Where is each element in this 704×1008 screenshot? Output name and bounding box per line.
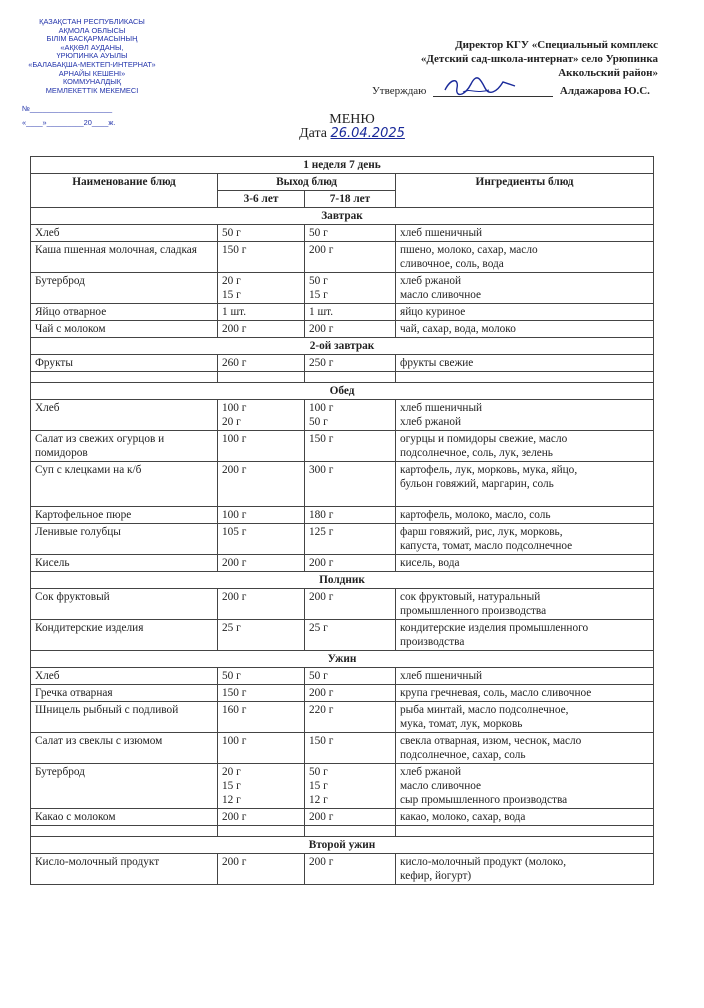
ingredients-line: кондитерские изделия промышленного	[400, 622, 589, 634]
ingredients-line	[400, 491, 649, 505]
portion-7-18	[305, 685, 396, 702]
ingredients-line: какао, молоко, сахар, вода	[400, 811, 526, 823]
section-title: Второй ужин	[31, 837, 654, 854]
dish-name: Кондитерские изделия	[31, 620, 218, 651]
ingredients	[396, 854, 654, 885]
portion-3-6	[218, 355, 305, 372]
portion-7-18	[305, 733, 396, 764]
menu-title: МЕНЮ	[329, 112, 375, 127]
portion-7-18-line: 200 г	[309, 557, 334, 569]
portion-7-18	[305, 507, 396, 524]
table-row	[31, 321, 654, 338]
table-row	[31, 854, 654, 885]
table-row	[31, 304, 654, 321]
portion-3-6	[218, 589, 305, 620]
dish-name: Хлеб	[31, 668, 218, 685]
table-row	[31, 809, 654, 826]
table-row	[31, 273, 654, 304]
ingredients-line: фрукты свежие	[400, 357, 474, 369]
portion-3-6-line: 260 г	[222, 357, 247, 369]
ingredients-line: огурцы и помидоры свежие, масло	[400, 433, 568, 445]
dish-name: Ленивые голубцы	[31, 524, 218, 555]
portion-3-6-line: 20 г	[222, 275, 241, 287]
portion-3-6	[218, 462, 305, 507]
portion-3-6	[218, 685, 305, 702]
header-line-3: Аккольский район»	[558, 67, 658, 79]
ingredients-line: капуста, томат, масло подсолнечное	[400, 540, 573, 552]
dish-name: Яйцо отварное	[31, 304, 218, 321]
portion-3-6-line: 100 г	[222, 509, 247, 521]
ingredients	[396, 507, 654, 524]
menu-date	[0, 126, 704, 142]
section-title: Ужин	[31, 651, 654, 668]
dish-name: Кисель	[31, 555, 218, 572]
ingredients	[396, 524, 654, 555]
portion-3-6	[218, 555, 305, 572]
portion-7-18-line: 200 г	[309, 591, 334, 603]
portion-7-18-line: 50 г	[309, 766, 328, 778]
stamp-line: «БАЛАБАҚША-МЕКТЕП-ИНТЕРНАТ»	[28, 59, 156, 69]
section-title: Полдник	[31, 572, 654, 589]
col-age1-header: 3-6 лет	[218, 191, 305, 208]
portion-3-6	[218, 620, 305, 651]
ingredients	[396, 273, 654, 304]
stamp-line: АҚМОЛА ОБЛЫСЫ	[58, 25, 126, 35]
ingredients	[396, 733, 654, 764]
portion-3-6-line: 105 г	[222, 526, 247, 538]
portion-7-18-line: 150 г	[309, 433, 334, 445]
ingredients	[396, 809, 654, 826]
dish-name: Суп с клецками на к/б	[31, 462, 218, 507]
portion-7-18-line: 1 шт.	[309, 306, 334, 318]
ingredients-line: бульон говяжий, маргарин, соль	[400, 478, 554, 490]
dish-name: Бутерброд	[31, 764, 218, 809]
portion-7-18-line: 50 г	[309, 670, 328, 682]
table-row	[31, 355, 654, 372]
ingredients-line: пшено, молоко, сахар, масло	[400, 244, 538, 256]
section-title: 2-ой завтрак	[31, 338, 654, 355]
dish-name: Картофельное пюре	[31, 507, 218, 524]
ingredients	[396, 685, 654, 702]
ingredients-line: сливочное, соль, вода	[400, 258, 504, 270]
section-row	[31, 837, 654, 854]
ingredients-line: крупа гречневая, соль, масло сливочное	[400, 687, 592, 699]
portion-3-6	[218, 702, 305, 733]
portion-7-18-line: 300 г	[309, 464, 334, 476]
empty-cell	[396, 372, 654, 383]
portion-7-18	[305, 702, 396, 733]
portion-3-6	[218, 321, 305, 338]
ingredients-line: подсолнечное, соль, лук, зелень	[400, 447, 553, 459]
ingredients-line: хлеб ржаной	[400, 766, 462, 778]
portion-7-18-line: 12 г	[309, 794, 328, 806]
empty-cell	[31, 826, 218, 837]
portion-3-6	[218, 668, 305, 685]
portion-3-6-line: 200 г	[222, 464, 247, 476]
ingredients-line: хлеб ржаной	[400, 275, 462, 287]
dish-name: Гречка отварная	[31, 685, 218, 702]
portion-3-6-line: 150 г	[222, 687, 247, 699]
stamp-line: КОММУНАЛДЫҚ	[62, 77, 122, 87]
dish-name: Каша пшенная молочная, сладкая	[31, 242, 218, 273]
ingredients-line: сыр промышленного производства	[400, 794, 568, 806]
portion-7-18-line: 200 г	[309, 856, 334, 868]
ingredients	[396, 355, 654, 372]
portion-3-6-line: 15 г	[222, 780, 241, 792]
portion-3-6-line: 200 г	[222, 856, 247, 868]
ingredients	[396, 702, 654, 733]
portion-3-6	[218, 733, 305, 764]
table-row	[31, 733, 654, 764]
ingredients	[396, 764, 654, 809]
table-row	[31, 225, 654, 242]
portion-3-6-line: 160 г	[222, 704, 247, 716]
ingredients-line: свекла отварная, изюм, чеснок, масло	[400, 735, 582, 747]
dish-name: Салат из свежих огурцов и помидоров	[31, 431, 218, 462]
dish-name: Бутерброд	[31, 273, 218, 304]
portion-7-18-line: 200 г	[309, 244, 334, 256]
portion-3-6	[218, 524, 305, 555]
ingredients	[396, 400, 654, 431]
table-row	[31, 702, 654, 733]
director-name: Алдажарова Ю.С.	[559, 85, 650, 97]
approval-line	[372, 84, 672, 97]
portion-3-6	[218, 507, 305, 524]
ingredients	[396, 304, 654, 321]
ingredients	[396, 462, 654, 507]
section-row	[31, 651, 654, 668]
empty-cell	[305, 826, 396, 837]
portion-7-18	[305, 355, 396, 372]
ingredients	[396, 225, 654, 242]
portion-3-6-line: 100 г	[222, 735, 247, 747]
week-day-header: 1 неделя 7 день	[31, 157, 654, 174]
portion-3-6-line: 15 г	[222, 289, 241, 301]
ingredients	[396, 242, 654, 273]
ingredients-line: чай, сахар, вода, молоко	[400, 323, 516, 335]
table-row	[31, 620, 654, 651]
portion-7-18-line: 200 г	[309, 323, 334, 335]
approval-header	[358, 38, 658, 80]
ingredients	[396, 321, 654, 338]
table-row	[31, 507, 654, 524]
portion-3-6-line: 200 г	[222, 811, 247, 823]
table-row	[31, 400, 654, 431]
empty-cell	[218, 826, 305, 837]
portion-7-18	[305, 225, 396, 242]
ingredients-line: картофель, молоко, масло, соль	[400, 509, 551, 521]
stamp-line: «АҚКӨЛ АУДАНЫ,	[60, 42, 124, 52]
portion-7-18-line: 50 г	[309, 227, 328, 239]
portion-7-18-line: 150 г	[309, 735, 334, 747]
menu-body	[31, 208, 654, 885]
empty-cell	[218, 372, 305, 383]
portion-7-18-line: 220 г	[309, 704, 334, 716]
dish-name: Какао с молоком	[31, 809, 218, 826]
portion-3-6	[218, 242, 305, 273]
portion-7-18	[305, 242, 396, 273]
portion-7-18-line: 50 г	[309, 275, 328, 287]
ingredients	[396, 668, 654, 685]
empty-row	[31, 372, 654, 383]
stamp-line: ҚАЗАҚСТАН РЕСПУБЛИКАСЫ	[39, 17, 145, 26]
stamp-line: ҮРЮПИНКА АУЫЛЫ	[56, 51, 128, 61]
menu-table	[30, 156, 654, 885]
table-row	[31, 462, 654, 507]
portion-3-6	[218, 764, 305, 809]
table-row	[31, 668, 654, 685]
empty-cell	[396, 826, 654, 837]
ingredients	[396, 589, 654, 620]
portion-7-18-line: 100 г	[309, 402, 334, 414]
portion-7-18-line: 50 г	[309, 416, 328, 428]
ingredients	[396, 431, 654, 462]
portion-3-6-line: 150 г	[222, 244, 247, 256]
ingredients-line: хлеб пшеничный	[400, 227, 483, 239]
portion-7-18	[305, 304, 396, 321]
ingredients-line: масло сливочное	[400, 289, 482, 301]
portion-3-6-line: 100 г	[222, 402, 247, 414]
table-row	[31, 431, 654, 462]
section-row	[31, 572, 654, 589]
table-header-row	[31, 174, 654, 191]
section-row	[31, 208, 654, 225]
section-row	[31, 338, 654, 355]
col-output-header: Выход блюд	[218, 174, 396, 191]
empty-cell	[305, 372, 396, 383]
table-week-row	[31, 157, 654, 174]
ingredients-line: рыба минтай, масло подсолнечное,	[400, 704, 569, 716]
header-line-2: «Детский сад-школа-интернат» село Урюпинка	[420, 53, 658, 65]
portion-7-18	[305, 809, 396, 826]
portion-3-6	[218, 854, 305, 885]
empty-cell	[31, 372, 218, 383]
table-row	[31, 764, 654, 809]
ingredients-line: промышленного производства	[400, 605, 547, 617]
portion-7-18	[305, 400, 396, 431]
portion-7-18	[305, 273, 396, 304]
portion-3-6-line: 20 г	[222, 416, 241, 428]
table-row	[31, 242, 654, 273]
col-ingredients-header: Ингредиенты блюд	[396, 174, 654, 208]
dish-name: Хлеб	[31, 225, 218, 242]
portion-7-18-line: 200 г	[309, 811, 334, 823]
portion-3-6	[218, 809, 305, 826]
portion-7-18-line: 250 г	[309, 357, 334, 369]
ingredients-line: хлеб ржаной	[400, 416, 462, 428]
ingredients-line: подсолнечное, сахар, соль	[400, 749, 526, 761]
dish-name: Чай с молоком	[31, 321, 218, 338]
portion-3-6-line: 200 г	[222, 557, 247, 569]
portion-7-18-line: 125 г	[309, 526, 334, 538]
dish-name: Шницель рыбный с подливой	[31, 702, 218, 733]
ingredients-line: яйцо куриное	[400, 306, 466, 318]
col-name-header: Наименование блюд	[31, 174, 218, 208]
portion-7-18	[305, 764, 396, 809]
empty-row	[31, 826, 654, 837]
portion-7-18	[305, 555, 396, 572]
portion-7-18	[305, 854, 396, 885]
portion-3-6	[218, 304, 305, 321]
ingredients-line: мука, томат, лук, морковь	[400, 718, 523, 730]
table-row	[31, 685, 654, 702]
ingredients	[396, 555, 654, 572]
stamp-line: АРНАЙЫ КЕШЕНІ»	[58, 68, 126, 78]
portion-3-6-line: 12 г	[222, 794, 241, 806]
ingredients-line: сок фруктовый, натуральный	[400, 591, 541, 603]
stamp-line: МЕМЛЕКЕТТІК МЕКЕМЕСІ	[45, 85, 139, 95]
portion-7-18	[305, 620, 396, 651]
signature	[433, 84, 553, 97]
header-line-1: Директор КГУ «Специальный комплекс	[455, 39, 658, 51]
date-label: Дата	[299, 126, 327, 141]
portion-3-6	[218, 400, 305, 431]
dish-name: Хлеб	[31, 400, 218, 431]
ingredients-line: кисло-молочный продукт (молоко,	[400, 856, 567, 868]
portion-7-18	[305, 462, 396, 507]
dish-name: Кисло-молочный продукт	[31, 854, 218, 885]
portion-7-18	[305, 321, 396, 338]
portion-7-18-line: 15 г	[309, 289, 328, 301]
portion-3-6-line: 25 г	[222, 622, 241, 634]
portion-3-6-line: 200 г	[222, 323, 247, 335]
portion-3-6	[218, 431, 305, 462]
ingredients	[396, 620, 654, 651]
portion-3-6-line: 50 г	[222, 227, 241, 239]
ingredients-line: кефир, йогурт)	[400, 870, 472, 882]
ingredients-line: кисель, вода	[400, 557, 460, 569]
table-row	[31, 589, 654, 620]
portion-7-18	[305, 431, 396, 462]
ingredients-line: масло сливочное	[400, 780, 482, 792]
ingredients-line: хлеб пшеничный	[400, 402, 483, 414]
portion-3-6-line: 200 г	[222, 591, 247, 603]
col-age2-header: 7-18 лет	[305, 191, 396, 208]
portion-3-6-line: 1 шт.	[222, 306, 247, 318]
dish-name: Салат из свеклы с изюмом	[31, 733, 218, 764]
section-title: Обед	[31, 383, 654, 400]
portion-3-6-line: 20 г	[222, 766, 241, 778]
table-row	[31, 524, 654, 555]
portion-7-18-line: 200 г	[309, 687, 334, 699]
portion-3-6-line: 100 г	[222, 433, 247, 445]
ingredients-line: картофель, лук, морковь, мука, яйцо,	[400, 464, 578, 476]
approve-label: Утверждаю	[372, 85, 427, 97]
portion-7-18-line: 15 г	[309, 780, 328, 792]
section-row	[31, 383, 654, 400]
signature-scribble-icon	[441, 76, 521, 98]
dish-name: Сок фруктовый	[31, 589, 218, 620]
table-row	[31, 555, 654, 572]
portion-7-18-line: 25 г	[309, 622, 328, 634]
portion-7-18-line: 180 г	[309, 509, 334, 521]
portion-3-6	[218, 273, 305, 304]
stamp-number-line: №____________________	[22, 104, 113, 114]
dish-name: Фрукты	[31, 355, 218, 372]
stamp-lines	[22, 18, 162, 95]
ingredients-line: производства	[400, 636, 465, 648]
ingredients-line: хлеб пшеничный	[400, 670, 483, 682]
ingredients-line: фарш говяжий, рис, лук, морковь,	[400, 526, 563, 538]
portion-7-18	[305, 668, 396, 685]
date-value: 26.04.2025	[330, 126, 405, 141]
portion-3-6-line: 50 г	[222, 670, 241, 682]
portion-7-18	[305, 524, 396, 555]
portion-7-18	[305, 589, 396, 620]
portion-3-6	[218, 225, 305, 242]
stamp-date-line: «____»_________20____ж.	[22, 117, 116, 127]
section-title: Завтрак	[31, 208, 654, 225]
stamp-line: БІЛІМ БАСҚАРМАСЫНЫҢ	[46, 34, 138, 44]
